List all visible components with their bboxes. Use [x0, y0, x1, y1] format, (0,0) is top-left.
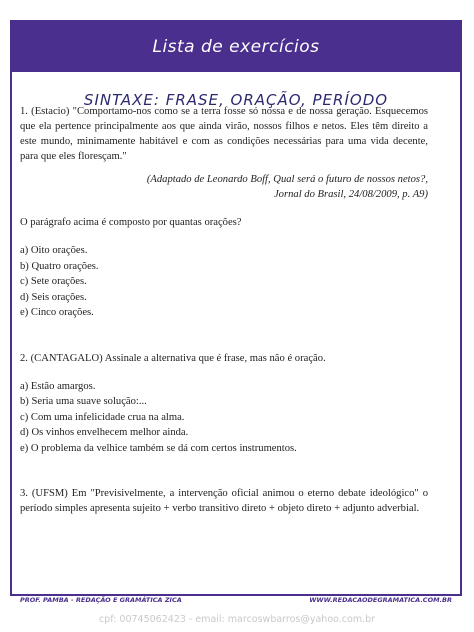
option-item: b) Quatro orações. [20, 260, 99, 272]
option-item: a) Estão amargos. [20, 380, 96, 392]
citation-line-1: (Adaptado de Leonardo Boff, Qual será o futuro de nossos netos?, [146, 174, 428, 185]
header-band [12, 22, 460, 72]
question-2-text: 2. (CANTAGALO) Assinale a alternativa que é frase, mas não é oração. [20, 352, 326, 364]
option-item: e) Cinco orações. [20, 307, 94, 318]
option-item: c) Com uma infelicidade crua na alma. [20, 411, 185, 423]
option-item: c) Sete orações. [20, 276, 87, 287]
option-item: e) O problema da velhice também se dá com certos instrumentos. [20, 442, 297, 454]
subject-title: SINTAXE: FRASE, ORAÇÃO, PERÍODO [83, 91, 389, 109]
page-footer [20, 596, 452, 604]
question-3-text: 3. (UFSM) Em "Previsivelmente, a intervenção oficial animou o eterno debate ideológico" o período simples apresenta sujeito + verbo transitivo direto + objeto direto + adjunto adverbial. [20, 488, 428, 514]
citation-line-2: Jornal do Brasil, 24/08/2009, p. A9) [273, 189, 428, 200]
option-item: b) Seria uma suave solução:... [20, 396, 147, 407]
option-item: a) Oito orações. [20, 245, 88, 256]
footer-website-link[interactable]: WWW.REDACAODEGRAMATICA.COM.BR [309, 596, 452, 604]
option-item: d) Os vinhos envelhecem melhor ainda. [20, 427, 189, 438]
question-2-options [20, 379, 428, 457]
option-item: d) Seis orações. [20, 291, 87, 303]
question-1-citation [20, 172, 428, 202]
watermark: cpf: 00745062423 - email: marcoswbarros@yahoo.com.br [98, 614, 376, 625]
question-1-options [20, 243, 428, 321]
header-title: Lista de exercícios [152, 37, 320, 57]
exercise-content [20, 104, 428, 516]
footer-author: PROF. PAMBA - REDAÇÃO E GRAMÁTICA ZICA [20, 596, 182, 604]
question-1-prompt: O parágrafo acima é composto por quantas orações? [20, 217, 242, 228]
question-1-text: 1. (Estacio) "Comportamo-nos como se a terra fosse só nossa e de nossa geração. Esquecemos que ela pertence principalmente aos que ainda virão, nossos filhos e netos. Eles têm direito a este mundo, minimamente habitável e com as condições necessárias para uma vida decente, para que eles floresçam." [20, 106, 428, 162]
